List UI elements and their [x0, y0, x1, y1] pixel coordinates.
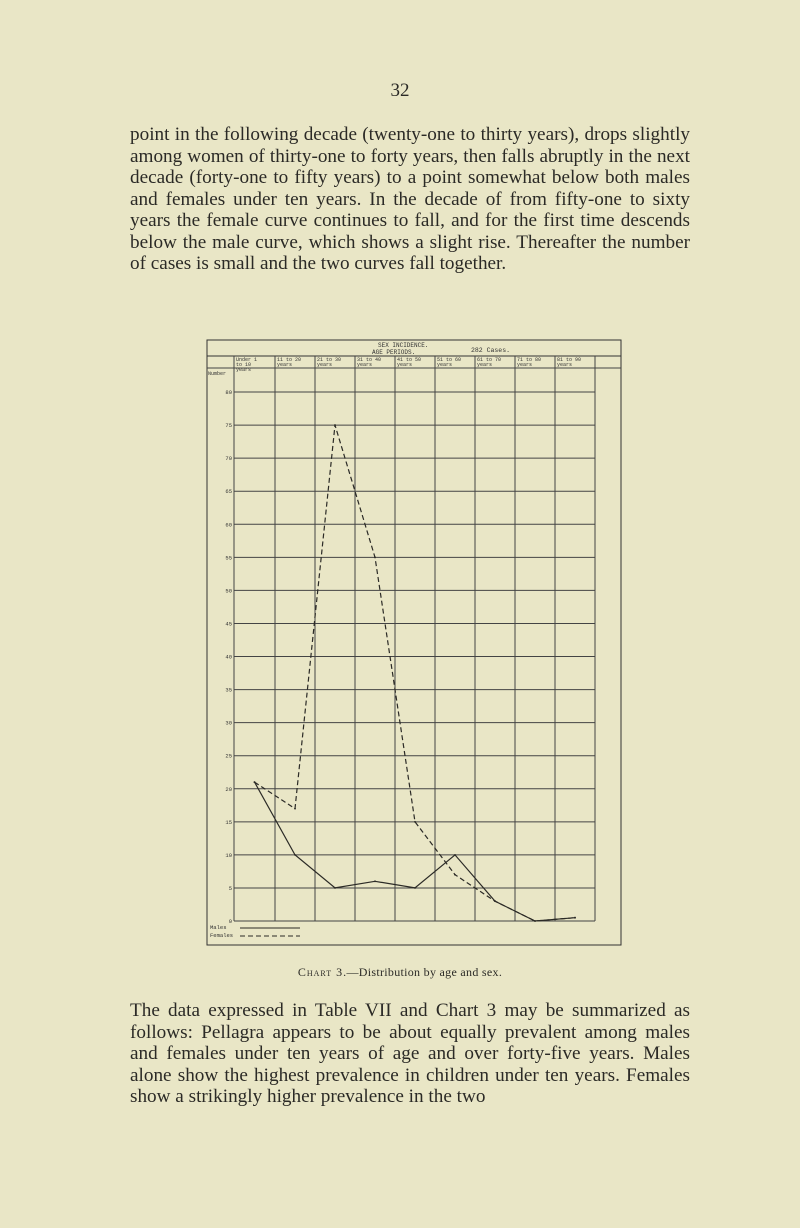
y-tick-label: 70 [225, 455, 232, 463]
chart-frame [207, 340, 621, 945]
column-header-3 [357, 357, 381, 368]
data-point-females [454, 874, 456, 876]
data-point-females [294, 808, 296, 810]
data-point-females [254, 781, 256, 783]
column-header-6 [477, 357, 501, 368]
data-point-females [534, 920, 536, 922]
column-header-line: years [317, 362, 333, 368]
column-header-line: years [437, 362, 453, 368]
column-header-line: years [557, 362, 573, 368]
column-header-line: 51 to 60 [437, 357, 462, 363]
y-tick-label: 55 [225, 554, 232, 562]
y-tick-label: 30 [225, 719, 232, 727]
y-tick-label: 5 [228, 884, 232, 892]
column-header-line: 41 to 50 [397, 357, 422, 363]
y-tick-label: 45 [225, 620, 232, 628]
figure-caption [0, 965, 800, 980]
caption-label: Chart 3 [297, 965, 344, 979]
page-number: 32 [390, 80, 410, 101]
data-point-males [414, 887, 416, 889]
column-header-4 [397, 357, 421, 368]
caption-text: .—Distribution by age and sex. [343, 965, 503, 979]
column-header-line: to 10 [236, 362, 252, 368]
column-header-line: 31 to 40 [357, 357, 382, 363]
y-tick-label: 50 [225, 587, 232, 595]
paragraph-top: point in the following decade (twenty-one to thirty years), drops slightly among women of thirty-one to forty years, then falls abruptly in the next decade (forty-one to fifty years) to a point somewhat below both males and females under ten years. In the decade of from fifty-one to sixty years the female curve continues to fall, and for the first time descends below the male curve, which shows a slight rise. Thereafter the number of cases is small and the two curves fall together. [130, 124, 690, 274]
data-point-females [374, 556, 376, 558]
y-tick-label: 0 [228, 918, 232, 925]
legend-label-females: Females [210, 932, 234, 939]
column-header-line: 61 to 70 [477, 357, 502, 363]
column-header-7 [517, 357, 541, 368]
y-tick-label: 80 [225, 389, 232, 396]
y-tick-label: 25 [225, 752, 232, 760]
column-header-line: years [357, 362, 373, 368]
chart-title-line-1: SEX INCIDENCE. [378, 342, 429, 349]
column-header-line: years [477, 362, 493, 368]
chart-title-line-2: AGE PERIODS. [372, 349, 416, 356]
chart-cases-note: 282 Cases. [471, 347, 511, 354]
column-header-0 [236, 357, 257, 373]
y-tick-label: 15 [225, 818, 232, 826]
column-header-line: 81 to 90 [557, 357, 582, 363]
data-point-males [454, 854, 456, 856]
y-tick-label: 75 [225, 422, 232, 430]
column-header-line: 21 to 30 [317, 357, 342, 363]
y-tick-label: 40 [225, 653, 232, 661]
column-header-line: years [236, 367, 252, 373]
column-header-line: years [517, 362, 533, 368]
column-header-8 [557, 357, 581, 368]
column-header-5 [437, 357, 461, 368]
y-tick-label: 65 [225, 488, 232, 496]
column-header-1 [277, 357, 301, 368]
data-point-males [334, 887, 336, 889]
column-header-line: years [277, 362, 293, 368]
data-point-males [374, 880, 376, 882]
data-point-females [414, 821, 416, 823]
series-line-females [255, 425, 576, 921]
y-tick-label: 20 [225, 785, 232, 793]
y-tick-label: 60 [225, 521, 232, 529]
series-line-males [255, 782, 576, 921]
data-point-females [334, 424, 336, 426]
y-tick-label: 10 [225, 851, 232, 859]
column-header-line: 11 to 20 [277, 357, 302, 363]
column-header-2 [317, 357, 341, 368]
column-header-line: years [397, 362, 413, 368]
data-point-females [494, 900, 496, 902]
column-header-line: 71 to 80 [517, 357, 542, 363]
y-tick-label: 35 [225, 686, 232, 694]
legend-label-males: Males [210, 924, 227, 931]
column-header-line: Under 1 [236, 357, 258, 363]
data-point-females [574, 917, 576, 919]
chart-y-label: Number [208, 371, 227, 377]
data-point-males [294, 854, 296, 856]
paragraph-bottom: The data expressed in Table VII and Chart 3 may be summarized as follows: Pellagra appears to be about equally prevalent among males and females under ten years of age and over forty-five years. Males alone show the highest prevalence in children under ten years. Females show a strikingly higher prevalence in the two [130, 1000, 690, 1107]
